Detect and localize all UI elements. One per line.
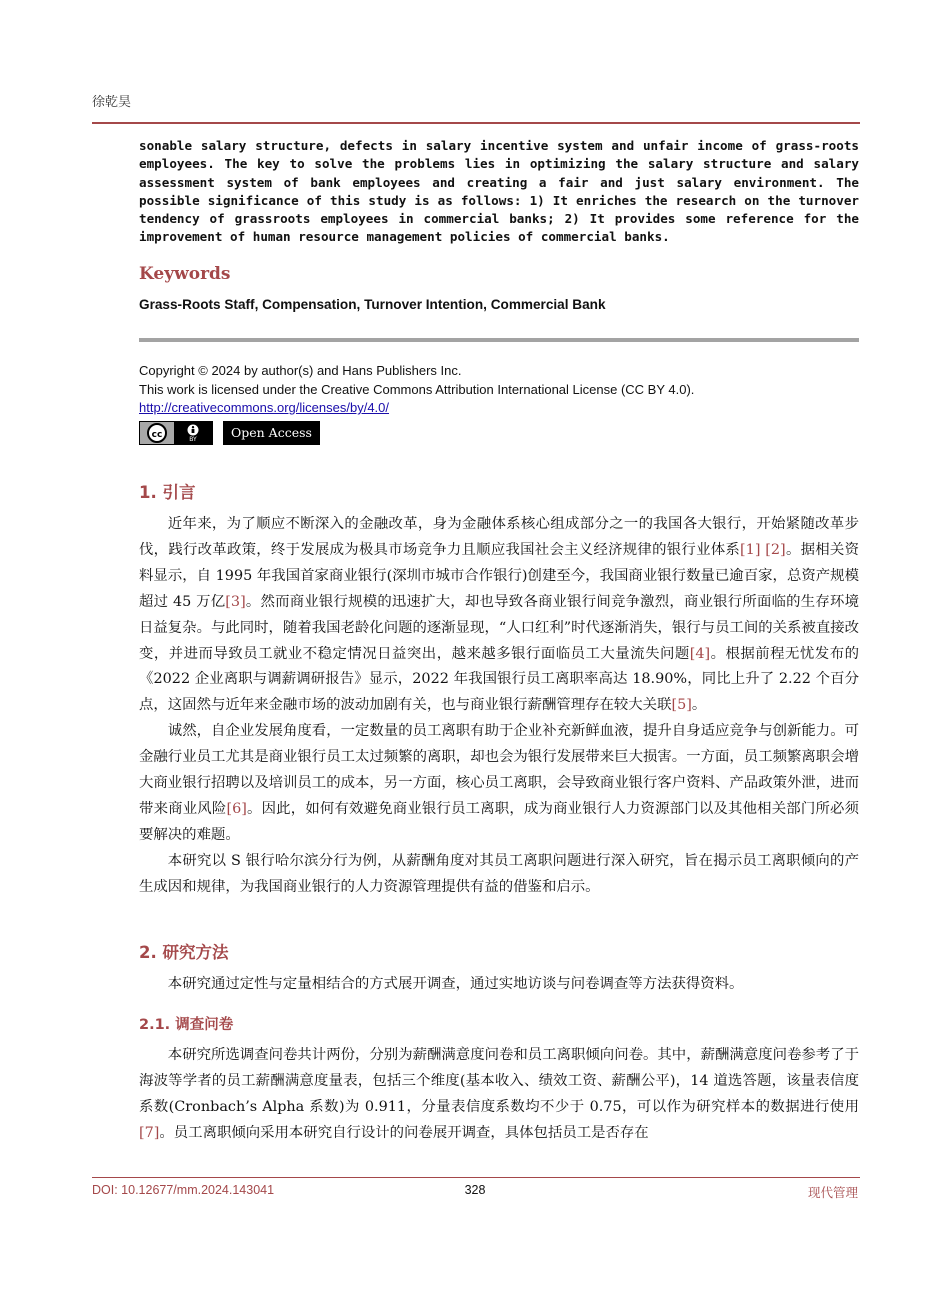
footer-rule <box>92 1177 860 1178</box>
page-number: 328 <box>464 1183 486 1197</box>
license-block <box>139 362 859 418</box>
copyright-line: Copyright © 2024 by author(s) and Hans Publishers Inc. <box>139 363 462 378</box>
section-1-paragraph-1: 近年来，为了顺应不断深入的金融改革，身为金融体系核心组成部分之一的我国各大银行，开始紧随改革步伐，践行改革政策，终于发展成为极具市场竞争力且顺应我国社会主义经济规律的银行业体系[1] [2]。据相关资料显示，自 1995 年我国首家商业银行(深圳市城市合作银行)创建至今，我国商业银行数量已逾百家，总资产规模超过 45 万亿[3]。然而商业银行规模的迅速扩大，却也导致各商业银行间竞争激烈，商业银行所面临的生存环境日益复杂。与此同时，随着我国老龄化问题的逐渐显现，“人口红利”时代逐渐消失，银行与员工间的关系被直接改变，并进而导致员工就业不稳定情况日益突出，越来越多银行面临员工大量流失问题[4]。根据前程无忧发布的《2022 企业离职与调薪调研报告》显示，2022 年我国银行员工离职率高达 18.90%，同比上升了 2.22 个百分点，这固然与近年来金融市场的波动加剧有关，也与商业银行薪酬管理存在较大关联[5]。 <box>139 516 859 714</box>
license-link[interactable]: http://creativecommons.org/licenses/by/4.0/ <box>139 400 390 415</box>
section-1-heading: 1. 引言 <box>139 483 196 502</box>
keywords-heading: Keywords <box>139 264 231 284</box>
citation-link[interactable]: [4] <box>689 645 711 662</box>
citation-link[interactable]: [7] <box>139 1124 160 1141</box>
citation-link[interactable]: [1] <box>740 541 761 558</box>
cc-icon <box>140 422 174 444</box>
section-1-paragraph-3: 本研究以 S 银行哈尔滨分行为例，从薪酬角度对其员工离职问题进行深入研究，旨在揭示员工离职倾向的产生成因和规律，为我国商业银行的人力资源管理提供有益的借鉴和启示。 <box>139 852 859 895</box>
header-rule <box>92 122 860 124</box>
section-2-1-heading: 2.1. 调查问卷 <box>139 1017 234 1033</box>
journal-name: 现代管理 <box>807 1185 858 1200</box>
citation-link[interactable]: [5] <box>671 697 692 714</box>
section-2-1-body <box>139 1043 859 1147</box>
license-badges <box>139 421 320 445</box>
keywords-list: Grass-Roots Staff, Compensation, Turnover Intention, Commercial Bank <box>139 297 606 312</box>
open-access-badge: Open Access <box>223 421 320 445</box>
cc-by-badge[interactable] <box>139 421 213 445</box>
doi-link[interactable]: DOI: 10.12677/mm.2024.143041 <box>92 1183 275 1197</box>
section-2-1-paragraph-1: 本研究所选调查问卷共计两份，分别为薪酬满意度问卷和员工离职倾向问卷。其中，薪酬满意度问卷参考了于海波等学者的员工薪酬满意度量表，包括三个维度(基本收入、绩效工资、薪酬公平)，14 道选答题，该量表信度系数(Cronbach’s Alpha 系数)为 0.911，分量表信度系数均不少于 0.75，可以作为研究样本的数据进行使用[7]。员工离职倾向采用本研究自行设计的问卷展开调查，具体包括员工是否存在 <box>139 1047 859 1141</box>
cc-by-label: BY <box>189 435 197 443</box>
license-statement: This work is licensed under the Creative Commons Attribution International License (CC BY 4.0). <box>139 381 695 397</box>
citation-link[interactable]: [2] <box>765 541 786 558</box>
attribution-icon <box>174 422 212 444</box>
citation-link[interactable]: [3] <box>225 593 246 610</box>
svg-text:cc: cc <box>151 430 163 440</box>
section-1-body <box>139 512 859 901</box>
section-1-paragraph-2: 诚然，自企业发展角度看，一定数量的员工离职有助于企业补充新鲜血液，提升自身适应竞争与创新能力。可金融行业员工尤其是商业银行员工太过频繁的离职，却也会为银行发展带来巨大损害。一方面，员工频繁离职会增大商业银行招聘以及培训员工的成本，另一方面，核心员工离职，会导致商业银行客户资料、产品政策外泄，进而带来商业风险[6]。因此，如何有效避免商业银行员工离职，成为商业银行人力资源部门以及其他相关部门所必须要解决的难题。 <box>139 723 859 843</box>
section-divider <box>139 338 859 342</box>
citation-link[interactable]: [6] <box>226 800 247 817</box>
running-header-author: 徐乾昊 <box>92 95 132 110</box>
section-2-paragraph-1: 本研究通过定性与定量相结合的方式展开调查，通过实地访谈与问卷调查等方法获得资料。 <box>167 976 744 992</box>
section-2-body <box>139 972 859 998</box>
section-2-heading: 2. 研究方法 <box>139 943 229 962</box>
abstract-continuation: sonable salary structure, defects in salary incentive system and unfair income of grass-roots employees. The key to solve the problems lies in optimizing the salary structure and salary assessment system of bank employees and creating a fair and just salary environment. The possible significance of this study is as follows: 1) It enriches the research on the turnover tendency of grassroots employees in commercial banks; 2) It provides some reference for the improvement of human resource management policies of commercial banks. <box>139 138 859 245</box>
